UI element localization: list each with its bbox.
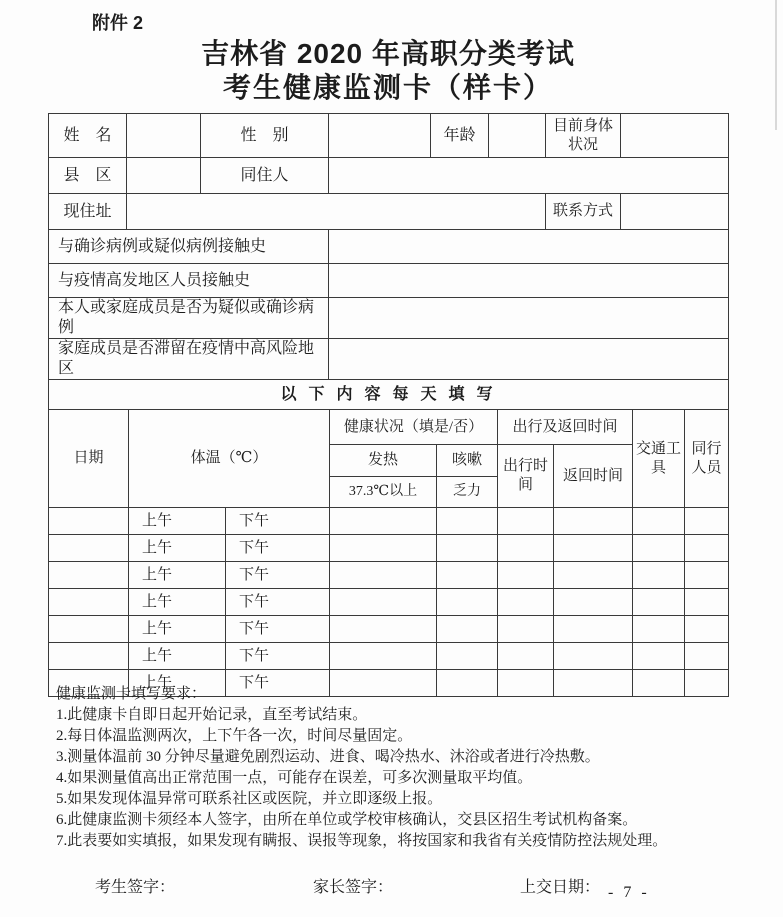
date-cell (49, 616, 129, 643)
pm-label: 下午 (226, 535, 330, 562)
name-value-cell (127, 114, 201, 158)
gender-value-cell (329, 114, 431, 158)
submit-date-label: 上交日期： (520, 879, 601, 896)
history-value-cell (329, 230, 729, 264)
instructions-heading: 健康监测卡填写要求： (56, 686, 207, 702)
current-health-value-cell (621, 114, 729, 158)
transport-cell (633, 589, 685, 616)
fever-cell (330, 589, 437, 616)
gender-label: 性 别 (201, 114, 329, 158)
companions-cell (685, 589, 729, 616)
pm-label: 下午 (226, 670, 330, 697)
pm-label: 下午 (226, 508, 330, 535)
companions-cell (685, 616, 729, 643)
return-cell (554, 616, 633, 643)
cough-sub-header: 乏力 (437, 477, 498, 508)
scan-artifact-line (775, 0, 777, 130)
return-cell (554, 535, 633, 562)
date-header: 日期 (49, 410, 129, 508)
return-time-header: 返回时间 (554, 445, 633, 508)
current-health-label: 目前身体状况 (546, 114, 621, 158)
fever-cell (330, 508, 437, 535)
return-cell (554, 643, 633, 670)
am-label: 上午 (129, 562, 226, 589)
am-label: 上午 (129, 589, 226, 616)
history-row (49, 264, 729, 298)
transport-cell (633, 643, 685, 670)
history-label: 家庭成员是否滞留在疫情中高风险地区 (49, 339, 329, 380)
temperature-header: 体温（℃） (129, 410, 330, 508)
companions-cell (685, 535, 729, 562)
cohabitant-value-cell (329, 158, 729, 194)
title-line-2: 考生健康监测卡（样卡） (222, 72, 553, 103)
depart-cell (498, 643, 554, 670)
cough-cell (437, 535, 498, 562)
travel-return-header: 出行及返回时间 (498, 410, 633, 445)
am-label: 上午 (129, 643, 226, 670)
companions-cell (685, 643, 729, 670)
am-label: 上午 (129, 508, 226, 535)
daily-data-row (49, 643, 729, 670)
cohabitant-label: 同住人 (201, 158, 329, 194)
companions-cell (685, 508, 729, 535)
cough-cell (437, 562, 498, 589)
county-value-cell (127, 158, 201, 194)
daily-data-row (49, 616, 729, 643)
date-cell (49, 643, 129, 670)
daily-header-row-1 (49, 410, 729, 445)
history-value-cell (329, 264, 729, 298)
return-cell (554, 589, 633, 616)
instruction-item: 4.如果测量值高出正常范围一点，可能存在误差，可多次测量取平均值。 (56, 770, 533, 786)
history-label: 与疫情高发地区人员接触史 (49, 264, 329, 298)
companions-header: 同行人员 (685, 410, 729, 508)
attachment-label: 附件 2 (92, 13, 144, 33)
am-label: 上午 (129, 670, 226, 697)
parent-signature-label: 家长签字： (313, 879, 394, 896)
info-row-2 (49, 158, 729, 194)
am-label: 上午 (129, 616, 226, 643)
history-value-cell (329, 339, 729, 380)
health-status-header: 健康状况（填是/否） (330, 410, 498, 445)
date-cell (49, 535, 129, 562)
history-row (49, 339, 729, 380)
transport-cell (633, 535, 685, 562)
info-row-3 (49, 194, 729, 230)
daily-banner-row (49, 380, 729, 410)
instruction-item: 1.此健康卡自即日起开始记录，直至考试结束。 (56, 707, 368, 723)
transport-cell (633, 616, 685, 643)
title-line-1: 吉林省 2020 年高职分类考试 (201, 38, 575, 69)
daily-banner: 以 下 内 容 每 天 填 写 (49, 380, 729, 410)
candidate-signature-label: 考生签字： (95, 879, 176, 896)
history-row (49, 230, 729, 264)
age-label: 年龄 (431, 114, 489, 158)
instruction-item: 6.此健康监测卡须经本人签字，由所在单位或学校审核确认，交县区招生考试机构备案。 (56, 812, 638, 828)
companions-cell (685, 562, 729, 589)
transport-header: 交通工具 (633, 410, 685, 508)
daily-data-row (49, 508, 729, 535)
instruction-item: 5.如果发现体温异常可联系社区或医院，并立即逐级上报。 (56, 791, 443, 807)
fever-header: 发热 (330, 445, 437, 477)
cough-cell (437, 589, 498, 616)
form-tables (48, 113, 728, 697)
pm-label: 下午 (226, 643, 330, 670)
county-label: 县 区 (49, 158, 127, 194)
fever-sub-header: 37.3℃以上 (330, 477, 437, 508)
address-label: 现住址 (49, 194, 127, 230)
return-cell (554, 508, 633, 535)
depart-cell (498, 589, 554, 616)
info-row-1 (49, 114, 729, 158)
depart-cell (498, 535, 554, 562)
fever-cell (330, 643, 437, 670)
pm-label: 下午 (226, 589, 330, 616)
depart-cell (498, 562, 554, 589)
age-value-cell (489, 114, 546, 158)
transport-cell (633, 508, 685, 535)
return-cell (554, 562, 633, 589)
cough-cell (437, 616, 498, 643)
daily-data-row (49, 535, 729, 562)
transport-cell (633, 562, 685, 589)
cough-cell (437, 643, 498, 670)
instruction-item: 7.此表要如实填报，如果发现有瞒报、误报等现象，将按国家和我省有关疫情防控法规处理。 (56, 833, 668, 849)
pm-label: 下午 (226, 562, 330, 589)
date-cell (49, 589, 129, 616)
cough-header: 咳嗽 (437, 445, 498, 477)
daily-data-row (49, 562, 729, 589)
history-label: 本人或家庭成员是否为疑似或确诊病例 (49, 298, 329, 339)
instruction-item: 2.每日体温监测两次，上下午各一次，时间尽量固定。 (56, 728, 413, 744)
document-title (48, 36, 728, 105)
personal-info-table (48, 113, 729, 410)
pm-label: 下午 (226, 616, 330, 643)
address-value-cell (127, 194, 546, 230)
contact-value-cell (621, 194, 729, 230)
date-cell (49, 508, 129, 535)
contact-label: 联系方式 (546, 194, 621, 230)
name-label: 姓 名 (49, 114, 127, 158)
page-number: - 7 - (608, 884, 650, 901)
history-value-cell (329, 298, 729, 339)
history-row (49, 298, 729, 339)
depart-cell (498, 508, 554, 535)
depart-time-header: 出行时间 (498, 445, 554, 508)
daily-data-row (49, 589, 729, 616)
am-label: 上午 (129, 535, 226, 562)
date-cell (49, 562, 129, 589)
depart-cell (498, 616, 554, 643)
history-label: 与确诊病例或疑似病例接触史 (49, 230, 329, 264)
fever-cell (330, 562, 437, 589)
instructions-section (56, 684, 728, 852)
instruction-item: 3.测量体温前 30 分钟尽量避免剧烈运动、进食、喝冷热水、沐浴或者进行冷热敷。 (56, 749, 600, 765)
fever-cell (330, 616, 437, 643)
fever-cell (330, 535, 437, 562)
daily-monitoring-table (48, 409, 729, 697)
cough-cell (437, 508, 498, 535)
